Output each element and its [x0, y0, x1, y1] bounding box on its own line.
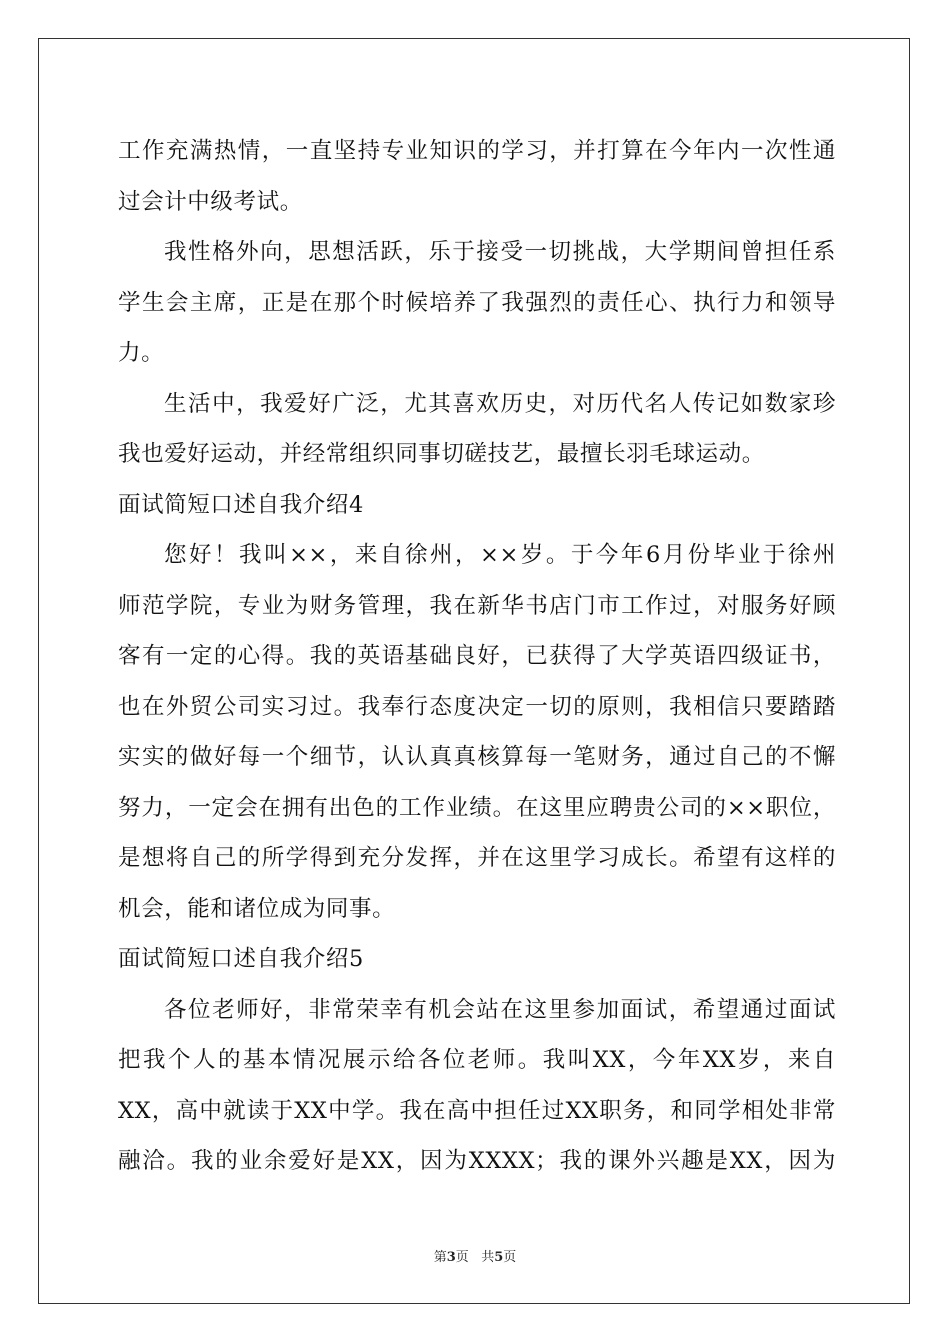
page-total-unit: 页	[503, 1250, 517, 1265]
page-number-total: 5	[494, 1250, 504, 1265]
paragraph-line: 是想将自己的所学得到充分发挥，并在这里学习成长。希望有这样的	[118, 845, 836, 871]
page-number-prefix: 第	[433, 1250, 447, 1265]
paragraph-line: 您好！我叫××，来自徐州，××岁。于今年6月份毕业于徐州	[164, 542, 836, 568]
document-body	[118, 126, 836, 1187]
page-total-prefix: 共	[481, 1250, 495, 1265]
paragraph-line: 生活中，我爱好广泛，尤其喜欢历史，对历代名人传记如数家珍	[164, 390, 836, 417]
paragraph-line: 我性格外向，思想活跃，乐于接受一切挑战，大学期间曾担任系	[164, 239, 836, 265]
page-number-current: 3	[446, 1250, 456, 1265]
paragraph-line: XX，高中就读于XX中学。我在高中担任过XX职务，和同学相处非常	[118, 1097, 836, 1124]
paragraph-line: 客有一定的心得。我的英语基础良好，已获得了大学英语四级证书，	[118, 643, 836, 669]
paragraph-line: 努力，一定会在拥有出色的工作业绩。在这里应聘贵公司的××职位，	[118, 794, 836, 821]
section-heading: 面试简短口述自我介绍4	[118, 491, 364, 518]
paragraph-line: 师范学院，专业为财务管理，我在新华书店门市工作过，对服务好顾	[118, 592, 836, 619]
section-heading: 面试简短口述自我介绍5	[118, 946, 364, 972]
paragraph-line: 机会，能和诸位成为同事。	[118, 895, 396, 922]
paragraph-line: 学生会主席，正是在那个时候培养了我强烈的责任心、执行力和领导	[118, 289, 836, 316]
paragraph-line: 也在外贸公司实习过。我奉行态度决定一切的原则，我相信只要踏踏	[118, 693, 836, 720]
paragraph-line: 实实的做好每一个细节，认认真真核算每一笔财务，通过自己的不懈	[118, 744, 836, 770]
paragraph-line: 工作充满热情，一直坚持专业知识的学习，并打算在今年内一次性通	[118, 138, 836, 164]
paragraph-line: 我也爱好运动，并经常组织同事切磋技艺，最擅长羽毛球运动。	[118, 441, 765, 467]
paragraph-line: 过会计中级考试。	[118, 188, 303, 215]
page-number-unit: 页	[455, 1250, 469, 1265]
paragraph-line: 融洽。我的业余爱好是XX，因为XXXX；我的课外兴趣是XX，因为	[118, 1148, 836, 1174]
paragraph-line: 各位老师好，非常荣幸有机会站在这里参加面试，希望通过面试	[164, 996, 836, 1023]
paragraph-line: 力。	[118, 340, 165, 366]
paragraph-line: 把我个人的基本情况展示给各位老师。我叫XX，今年XX岁，来自	[118, 1047, 836, 1073]
page-footer	[0, 1246, 950, 1265]
